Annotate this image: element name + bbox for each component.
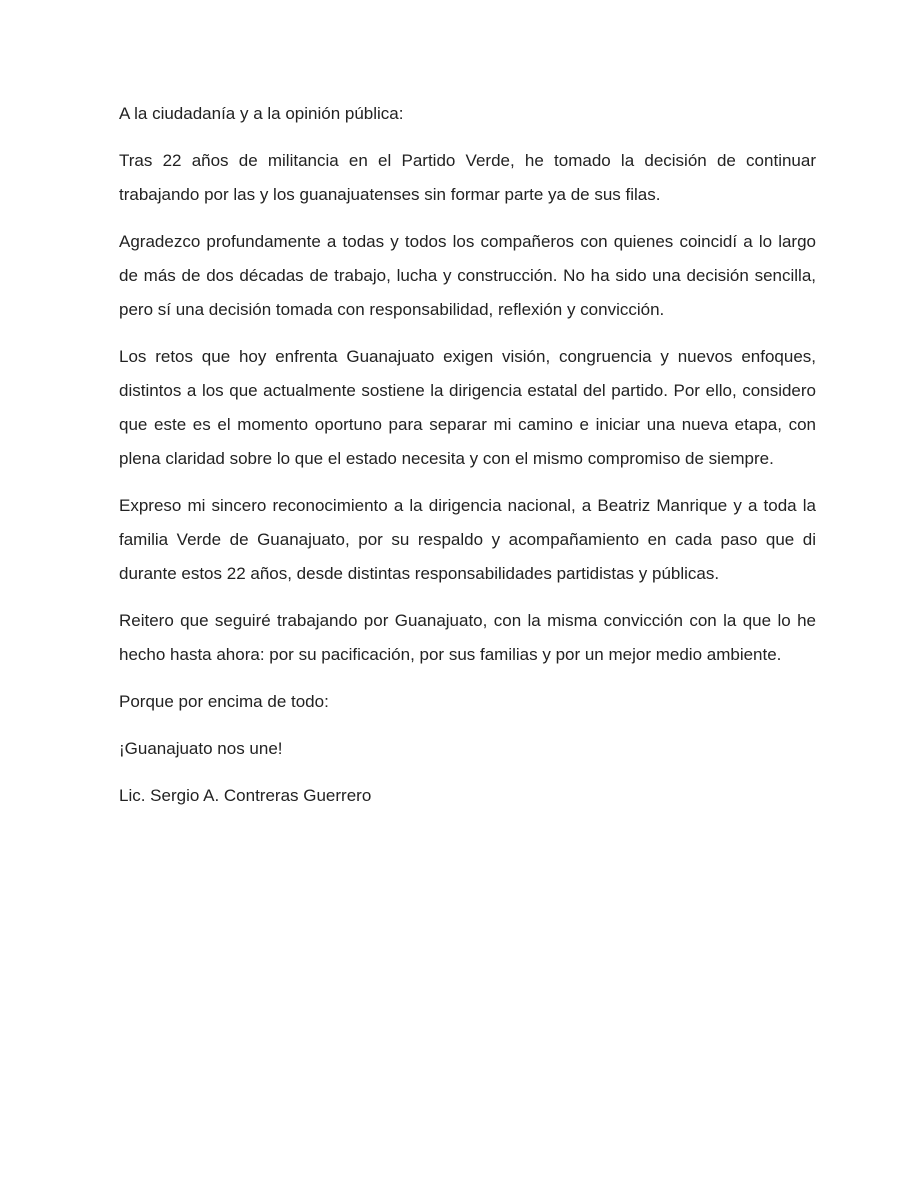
paragraph-commitment: Reitero que seguiré trabajando por Guanajuato, con la misma convicción con la que lo he hecho hasta ahora: por su pacificación, por sus familias y por un mejor medio ambiente. <box>119 611 816 664</box>
lead-in: Porque por encima de todo: <box>119 692 329 711</box>
paragraph-recognition: Expreso mi sincero reconocimiento a la dirigencia nacional, a Beatriz Manrique y a toda la familia Verde de Guanajuato, por su respaldo y acompañamiento en cada paso que di durante estos 22 años, desde distintas responsabilidades partidistas y públicas. <box>119 496 816 583</box>
slogan: ¡Guanajuato nos une! <box>119 739 283 758</box>
paragraph-challenges: Los retos que hoy enfrenta Guanajuato exigen visión, congruencia y nuevos enfoques, distintos a los que actualmente sostiene la dirigencia estatal del partido. Por ello, considero que este es el momento oportuno para separar mi camino e iniciar una nueva etapa, con plena claridad sobre lo que el estado necesita y con el mismo compromiso de siempre. <box>119 347 816 468</box>
paragraph-decision: Tras 22 años de militancia en el Partido Verde, he tomado la decisión de continuar trabajando por las y los guanajuatenses sin formar parte ya de sus filas. <box>119 151 816 204</box>
salutation: A la ciudadanía y a la opinión pública: <box>119 104 404 123</box>
letter-body <box>119 97 816 826</box>
paragraph-gratitude: Agradezco profundamente a todas y todos los compañeros con quienes coincidí a lo largo de más de dos décadas de trabajo, lucha y construcción. No ha sido una decisión sencilla, pero sí una decisión tomada con responsabilidad, reflexión y convicción. <box>119 232 816 319</box>
signature: Lic. Sergio A. Contreras Guerrero <box>119 786 372 805</box>
